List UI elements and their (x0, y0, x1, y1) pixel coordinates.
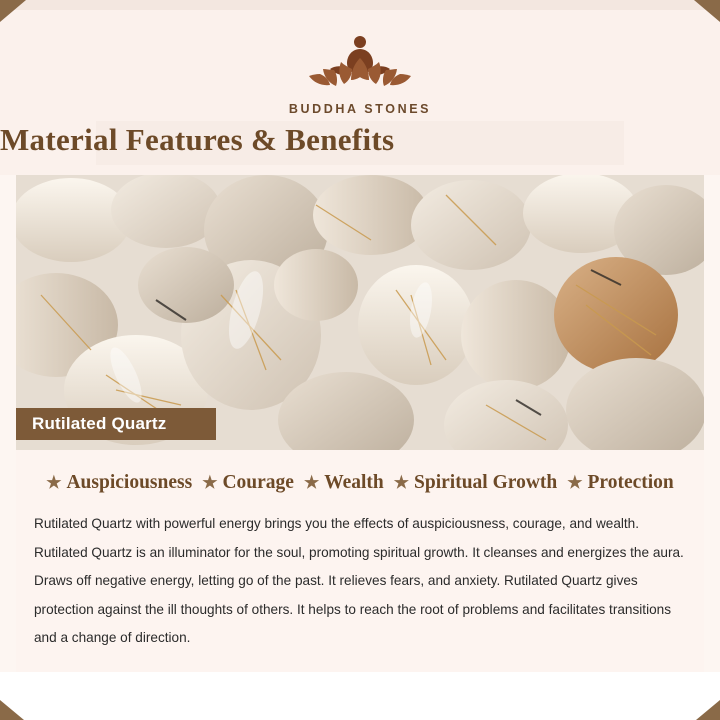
star-icon: ★ (303, 473, 320, 492)
benefits-panel (16, 450, 704, 672)
keyword-item (304, 472, 384, 494)
corner-ornament-bottom-left (0, 700, 24, 720)
brand-logo (270, 10, 450, 116)
material-name-tab (16, 408, 216, 440)
top-band (0, 0, 720, 10)
tab-tail (177, 408, 193, 440)
keyword-list (16, 450, 704, 494)
star-icon: ★ (46, 473, 62, 492)
description-text: Rutilated Quartz with powerful energy brings you the effects of auspiciousness, courage, and wealth. Rutilated Quartz is an illuminator for the soul, promoting spiritual growth. It cleanses and energizes the aura. Draws off negative energy, letting go of the past. It relieves fears, and anxiety. Rutilated Quartz gives protection against the ill thoughts of others. It helps to reach the root of problems and facilitates transitions and a change of direction. (34, 516, 684, 646)
keyword-label: Courage (222, 472, 294, 493)
keyword-item (202, 472, 294, 494)
keyword-label: Spiritual Growth (414, 472, 558, 493)
corner-ornament-top-left (0, 0, 26, 22)
star-icon: ★ (393, 473, 410, 492)
keyword-label: Protection (587, 472, 674, 493)
keyword-label: Auspiciousness (66, 472, 193, 493)
brand-name: BUDDHA STONES (288, 102, 432, 116)
corner-ornament-bottom-right (696, 700, 720, 720)
star-icon: ★ (202, 473, 218, 492)
keyword-item (394, 472, 557, 494)
material-name: Rutilated Quartz (32, 414, 167, 433)
star-icon: ★ (567, 473, 583, 492)
page-title: Material Features & Benefits (0, 122, 395, 157)
bottom-band (0, 672, 720, 720)
keyword-item (567, 472, 674, 494)
lotus-meditation-icon (285, 28, 435, 98)
keyword-label: Wealth (324, 472, 384, 493)
keyword-item (46, 472, 192, 494)
corner-ornament-top-right (694, 0, 720, 22)
